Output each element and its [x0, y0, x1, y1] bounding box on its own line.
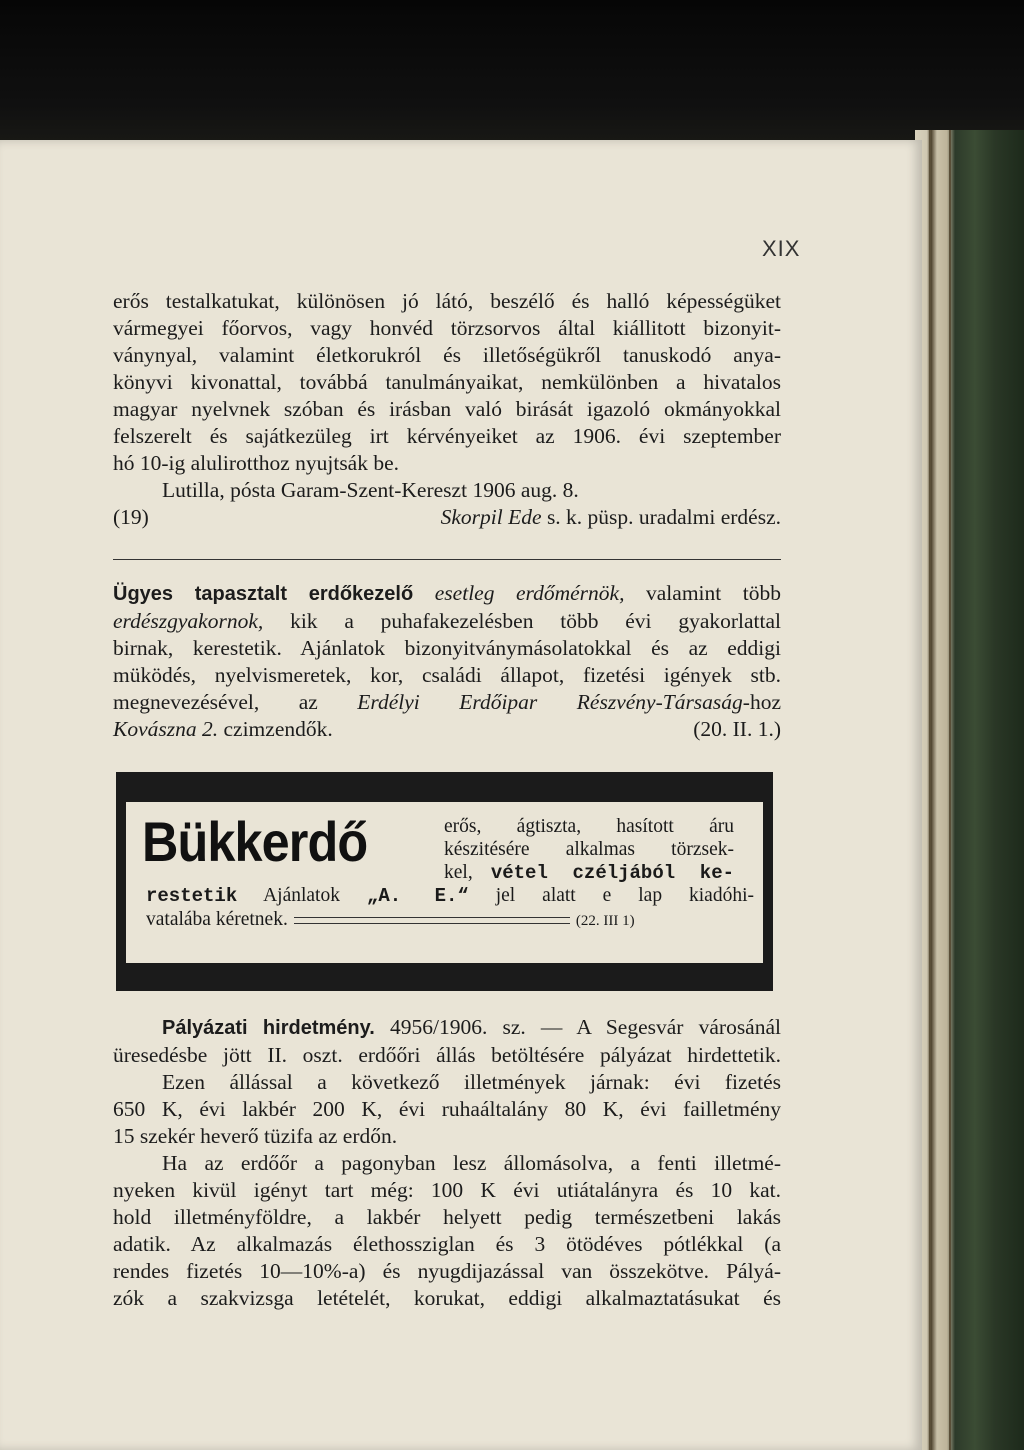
book-page: [0, 140, 922, 1450]
text-line: erős, ágtiszta, hasított áru: [444, 816, 734, 837]
text-line: ványnyal, valamint életkorukról és illetőségükről tanuskodó anya-: [113, 343, 781, 367]
signature: [441, 504, 781, 531]
framed-advertisement: [116, 772, 773, 991]
text-line: Ezen állással a következő illetmények járnak: évi fizetés: [162, 1070, 781, 1094]
text-line: [113, 608, 781, 635]
ad-title: Bükkerdő: [142, 810, 368, 873]
text-bold: vétel czéljából ke-: [490, 862, 734, 884]
text-italic: erdészgyakornok,: [113, 609, 264, 633]
text-line: [444, 861, 734, 885]
address: Kovászna 2.: [113, 717, 219, 741]
text-line: Ha az erdőőr a pagonyban lesz állomásolva, a fenti illetmé-: [162, 1151, 781, 1175]
scan-background-top: [0, 0, 1024, 150]
text-line: felszerelt és sajátkezüleg irt kérvényeiket az 1906. évi szeptember: [113, 424, 781, 448]
text-italic: esetleg erdőmérnök,: [434, 581, 625, 605]
text-line: müködés, nyelvismeretek, kor, családi állapot, fizetési igények stb.: [113, 663, 781, 687]
text-span: 4956/1906. sz. — A Segesvár városánál: [389, 1015, 781, 1039]
notice-number: (22. III 1): [575, 913, 635, 929]
text-bold: restetik: [146, 885, 238, 907]
signer-title: s. k. püsp. uradalmi erdész.: [546, 505, 781, 529]
text-line: nyeken kivül igényt tart még: 100 K évi utiátalányra és 10 kat.: [113, 1178, 781, 1202]
signer-name: Skorpil Ede: [440, 505, 542, 529]
ad-heading: Pályázati hirdetmény.: [162, 1017, 375, 1039]
text-span: jel alatt e lap kiadóhi-: [495, 885, 754, 906]
notice-forest-manager-wanted: [113, 580, 781, 743]
text-bold: „A. E.“: [366, 885, 469, 907]
text-line: üresedésbe jött II. oszt. erdőőri állás betöltésére pályázat hirdettetik.: [113, 1043, 781, 1067]
section-divider: [113, 559, 781, 560]
place-date: Lutilla, pósta Garam-Szent-Kereszt 1906 aug. 8.: [162, 478, 579, 502]
text-span: Ajánlatok: [263, 885, 340, 906]
text-line: rendes fizetés 10—10%-a) és nyugdijazással van összekötve. Pályá-: [113, 1259, 781, 1283]
page-number: XIX: [762, 236, 801, 261]
text-span: kel,: [444, 862, 473, 883]
text-span: czimzendők.: [223, 717, 333, 741]
text-span: valamint több: [646, 581, 781, 605]
book-edge: [915, 130, 1024, 1450]
text-line: adatik. Az alkalmazás élethossziglan és 3 ötödéves pótlékkal (a: [113, 1232, 781, 1256]
text-line: 650 K, évi lakbér 200 K, évi ruhaáltalány 80 K, évi failletmény: [113, 1097, 781, 1121]
notice-number: (19): [113, 505, 149, 529]
company-name: Erdélyi Erdőipar Részvény-Társaság: [357, 690, 743, 714]
text-line: [146, 908, 754, 933]
ad-text-bottom: [146, 884, 754, 933]
text-line: hó 10-ig alulirotthoz nyujtsák be.: [113, 451, 400, 475]
text-line: [113, 1014, 781, 1042]
ad-text-right: [444, 815, 734, 885]
text-line: erős testalkatukat, különösen jó látó, beszélő és halló képességüket: [113, 289, 781, 313]
text-line: magyar nyelvnek szóban és irásban való birását igazoló okmányokkal: [113, 397, 781, 421]
text-line: [113, 689, 781, 716]
text-line: zók a szakvizsga letételét, korukat, eddigi alkalmaztatásukat és: [113, 1286, 781, 1310]
text-line: [113, 580, 781, 608]
text-span: vatalába kéretnek.: [146, 909, 288, 930]
text-line: 15 szekér heverő tüzifa az erdőn.: [113, 1124, 398, 1148]
notice-job-vacancy: [113, 1014, 781, 1312]
notice-forester-applications: [113, 288, 781, 531]
ad-body: [126, 802, 763, 963]
text-line: [113, 716, 781, 743]
text-line: [146, 884, 754, 908]
signature-line: [113, 504, 781, 531]
notice-number: (20. II. 1.): [693, 717, 781, 741]
text-line: birnak, kerestetik. Ajánlatok bizonyitványmásolatokkal és az eddigi: [113, 636, 781, 660]
text-span: -hoz: [742, 690, 781, 714]
text-span: kik a puhafakezelésben több évi gyakorlattal: [290, 609, 781, 633]
text-line: hold illetményföldre, a lakbér helyett pedig természetbeni lakás: [113, 1205, 781, 1229]
text-span: megnevezésével, az: [113, 690, 318, 714]
ad-heading: Ügyes tapasztalt erdőkezelő: [113, 583, 414, 605]
double-rule: [294, 917, 570, 924]
text-line: készitésére alkalmas törzsek-: [444, 839, 734, 860]
text-line: vármegyei főorvos, vagy honvéd törzsorvos által kiállitott bizonyit-: [113, 316, 781, 340]
text-line: könyvi kivonattal, továbbá tanulmányaikat, nemkülönben a hivatalos: [113, 370, 781, 394]
